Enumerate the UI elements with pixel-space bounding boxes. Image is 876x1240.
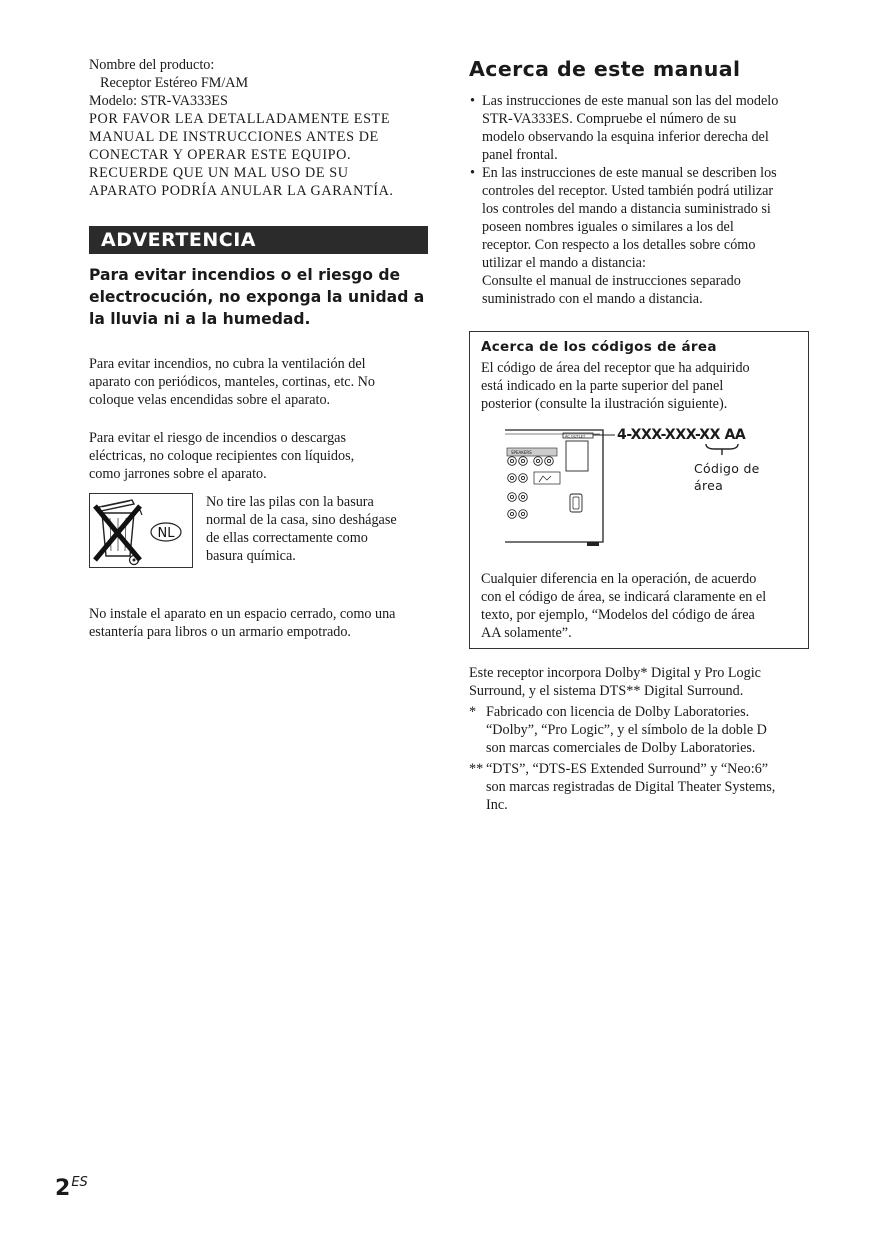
bullet-line: poseen nombres iguales o similares a los del	[482, 219, 734, 235]
area-diff-line: Cualquier diferencia en la operación, de acuerdo	[481, 571, 757, 587]
ventilation-line: aparato con periódicos, manteles, cortinas, etc. No	[89, 374, 376, 390]
warning-subtitle	[89, 264, 429, 330]
bullet-line: los controles del mando a distancia suministrado si	[482, 201, 771, 217]
battery-disposal-text	[206, 493, 426, 565]
battery-line: basura química.	[206, 548, 296, 564]
area-codes-heading: Acerca de los códigos de área	[481, 339, 717, 355]
page-number-value: 2	[55, 1176, 71, 1201]
ac-outlet-label: AC OUTLET	[565, 434, 586, 439]
bullet-line: suministrado con el mando a distancia.	[482, 291, 703, 307]
dolby-intro-line: Surround, y el sistema DTS** Digital Surround.	[469, 683, 744, 699]
dts-note-line: Inc.	[486, 797, 508, 813]
warning-subtitle-line: la lluvia ni a la humedad.	[89, 310, 311, 328]
area-diff-line: AA solamente”.	[481, 625, 572, 641]
crossed-out-wheelie-bin-icon	[90, 494, 192, 567]
area-intro-line: El código de área del receptor que ha adquirido	[481, 360, 750, 376]
bullet-line: • En las instrucciones de este manual se describen los	[482, 165, 777, 181]
about-manual-list	[470, 92, 812, 308]
product-model: Modelo: STR-VA333ES	[89, 93, 228, 109]
about-bullet-model	[470, 92, 812, 164]
install-line: No instale el aparato en un espacio cerrado, como una	[89, 606, 396, 622]
liquid-line: Para evitar el riesgo de incendios o descargas	[89, 430, 346, 446]
area-diff-line: texto, por ejemplo, “Modelos del código de área	[481, 607, 755, 623]
dolby-intro-line: Este receptor incorpora Dolby* Digital y Pro Logic	[469, 665, 761, 681]
area-codes-intro	[481, 359, 799, 413]
caution-line: RECUERDE QUE UN MAL USO DE SU	[89, 165, 349, 181]
product-name-value: Receptor Estéreo FM/AM	[100, 75, 249, 91]
ventilation-warning	[89, 355, 424, 409]
warning-subtitle-line: Para evitar incendios o el riesgo de	[89, 266, 401, 284]
page-language-suffix: ES	[71, 1175, 88, 1190]
dts-footnote	[469, 760, 814, 814]
area-code-caption	[694, 460, 774, 494]
battery-line: No tire las pilas con la basura	[206, 494, 374, 510]
bullet-line: • Las instrucciones de este manual son las del modelo	[482, 93, 779, 109]
dolby-footnote	[469, 703, 814, 757]
area-codes-difference	[481, 570, 801, 642]
installation-warning	[89, 605, 434, 641]
bullet-line: panel frontal.	[482, 147, 558, 163]
battery-line: normal de la casa, sino deshágase	[206, 512, 397, 528]
bullet-line: controles del receptor. Usted también podrá utilizar	[482, 183, 774, 199]
footnote-mark: *	[469, 704, 477, 720]
warning-subtitle-line: electrocución, no exponga la unidad a	[89, 288, 425, 306]
footnote-mark: **	[469, 761, 484, 777]
liquid-warning	[89, 429, 409, 483]
about-manual-heading: Acerca de este manual	[469, 57, 741, 81]
caution-line: APARATO PODRÍA ANULAR LA GARANTÍA.	[89, 183, 394, 199]
area-code-caption-line: área	[694, 478, 724, 493]
ventilation-line: Para evitar incendios, no cubra la ventilación del	[89, 356, 366, 372]
install-line: estantería para libros o un armario empotrado.	[89, 624, 351, 640]
caution-line: MANUAL DE INSTRUCCIONES ANTES DE	[89, 129, 379, 145]
area-diff-line: con el código de área, se indicará claramente en el	[481, 589, 767, 605]
dts-note-line: son marcas registradas de Digital Theater Systems,	[486, 779, 776, 795]
bullet-line: Consulte el manual de instrucciones separado	[482, 273, 741, 289]
page-number	[55, 1170, 88, 1202]
dolby-note-line: Fabricado con licencia de Dolby Laboratories.	[486, 704, 750, 720]
area-code-value: 4-XXX-XXX-XX AA	[617, 427, 746, 443]
bullet-line: STR-VA333ES. Compruebe el número de su	[482, 111, 737, 127]
battery-badge-text: NL	[157, 526, 175, 541]
ventilation-line: coloque velas encendidas sobre el aparato.	[89, 392, 331, 408]
area-intro-line: está indicado en la parte superior del panel	[481, 378, 724, 394]
liquid-line: como jarrones sobre el aparato.	[89, 466, 267, 482]
bullet-line: utilizar el mando a distancia:	[482, 255, 646, 271]
about-bullet-controls	[470, 164, 812, 308]
bullet-line: modelo observando la esquina inferior derecha del	[482, 129, 769, 145]
caution-notice	[89, 110, 429, 200]
battery-disposal-icon-box	[89, 493, 193, 568]
speakers-label: SPEAKERS	[511, 450, 532, 455]
product-name-label: Nombre del producto:	[89, 57, 215, 73]
dolby-dts-notice	[469, 664, 814, 814]
bullet-line: receptor. Con respecto a los detalles sobre cómo	[482, 237, 756, 253]
liquid-line: eléctricas, no coloque recipientes con líquidos,	[89, 448, 355, 464]
area-intro-line: posterior (consulte la ilustración siguiente).	[481, 396, 728, 412]
dolby-note-line: “Dolby”, “Pro Logic”, y el símbolo de la doble D	[486, 722, 767, 738]
area-code-caption-line: Código de	[694, 461, 760, 476]
battery-line: de ellas correctamente como	[206, 530, 368, 546]
dts-note-line: “DTS”, “DTS-ES Extended Surround” y “Neo:6”	[486, 761, 769, 777]
warning-heading: ADVERTENCIA	[89, 226, 428, 254]
dolby-note-line: son marcas comerciales de Dolby Laboratories.	[486, 740, 756, 756]
caution-line: CONECTAR Y OPERAR ESTE EQUIPO.	[89, 147, 352, 163]
caution-line: POR FAVOR LEA DETALLADAMENTE ESTE	[89, 111, 391, 127]
product-info	[89, 56, 429, 200]
